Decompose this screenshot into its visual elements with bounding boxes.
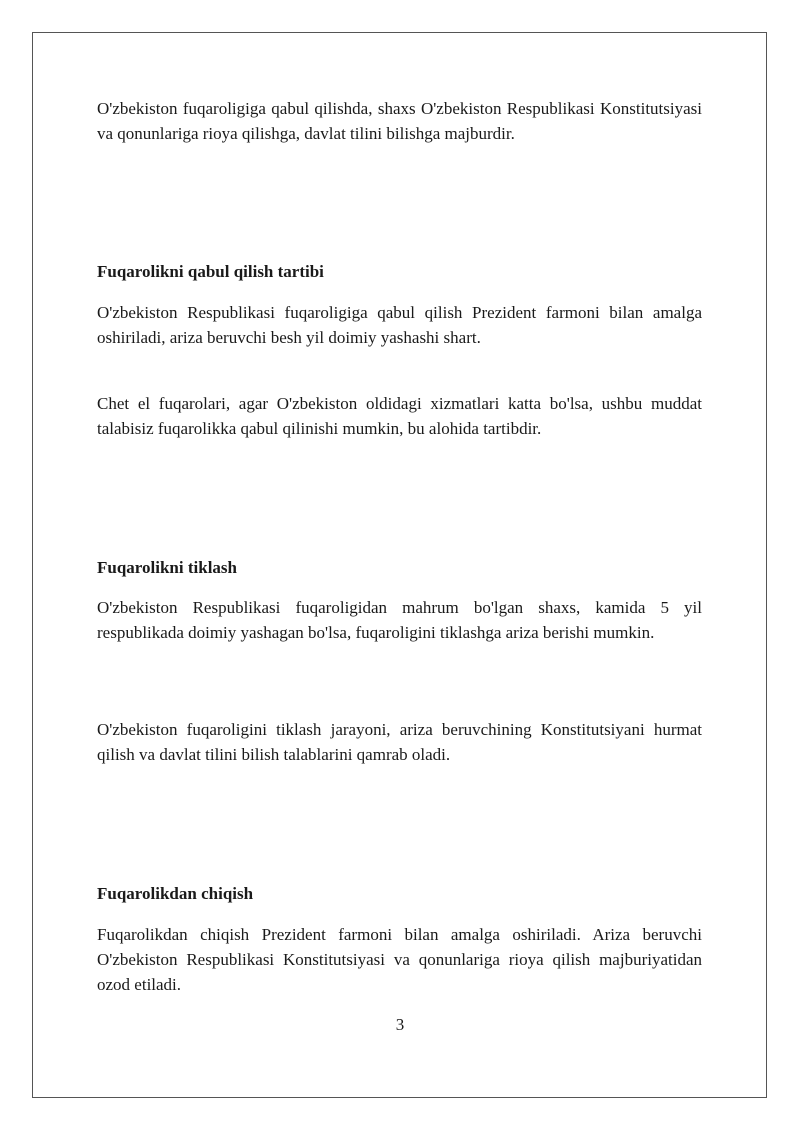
heading-text: Fuqarolikdan chiqish: [97, 884, 254, 903]
paragraph-text: O'zbekiston Respublikasi fuqaroligiga qabul qilish Prezident farmoni bilan amalga oshiriladi, ariza beruvchi besh yil doimiy yashashi shart.: [97, 303, 702, 347]
section-heading-renunciation: [97, 881, 702, 906]
paragraph-intro: [97, 96, 702, 146]
paragraph-text: O'zbekiston fuqaroligiga qabul qilishda, shaxs O'zbekiston Respublikasi Konstitutsiyasi va qonunlariga rioya qilishga, davlat tilini bilishga majburdir.: [97, 99, 702, 143]
heading-text: Fuqarolikni qabul qilish tartibi: [97, 262, 324, 281]
section-heading-acceptance: [97, 259, 702, 284]
paragraph-acceptance-2: [97, 391, 702, 441]
paragraph-acceptance-1: [97, 300, 702, 350]
paragraph-text: O'zbekiston fuqaroligini tiklash jarayoni, ariza beruvchining Konstitutsiyani hurmat qilish va davlat tilini bilish talablarini qamrab oladi.: [97, 720, 702, 764]
section-heading-restoration: [97, 555, 702, 580]
paragraph-renunciation: [97, 922, 702, 997]
page-number: 3: [395, 1015, 405, 1034]
paragraph-restoration-1: [97, 595, 702, 645]
paragraph-text: Fuqarolikdan chiqish Prezident farmoni bilan amalga oshiriladi. Ariza beruvchi O'zbekiston Respublikasi Konstitutsiyasi va qonunlariga rioya qilish majburiyatidan ozod etiladi.: [97, 925, 702, 994]
heading-text: Fuqarolikni tiklash: [97, 558, 237, 577]
paragraph-restoration-2: [97, 717, 702, 767]
paragraph-text: O'zbekiston Respublikasi fuqaroligidan mahrum bo'lgan shaxs, kamida 5 yil respublikada doimiy yashagan bo'lsa, fuqaroligini tiklashga ariza berishi mumkin.: [97, 598, 702, 642]
paragraph-text: Chet el fuqarolari, agar O'zbekiston oldidagi xizmatlari katta bo'lsa, ushbu muddat talabisiz fuqarolikka qabul qilinishi mumkin, bu alohida tartibdir.: [97, 394, 702, 438]
